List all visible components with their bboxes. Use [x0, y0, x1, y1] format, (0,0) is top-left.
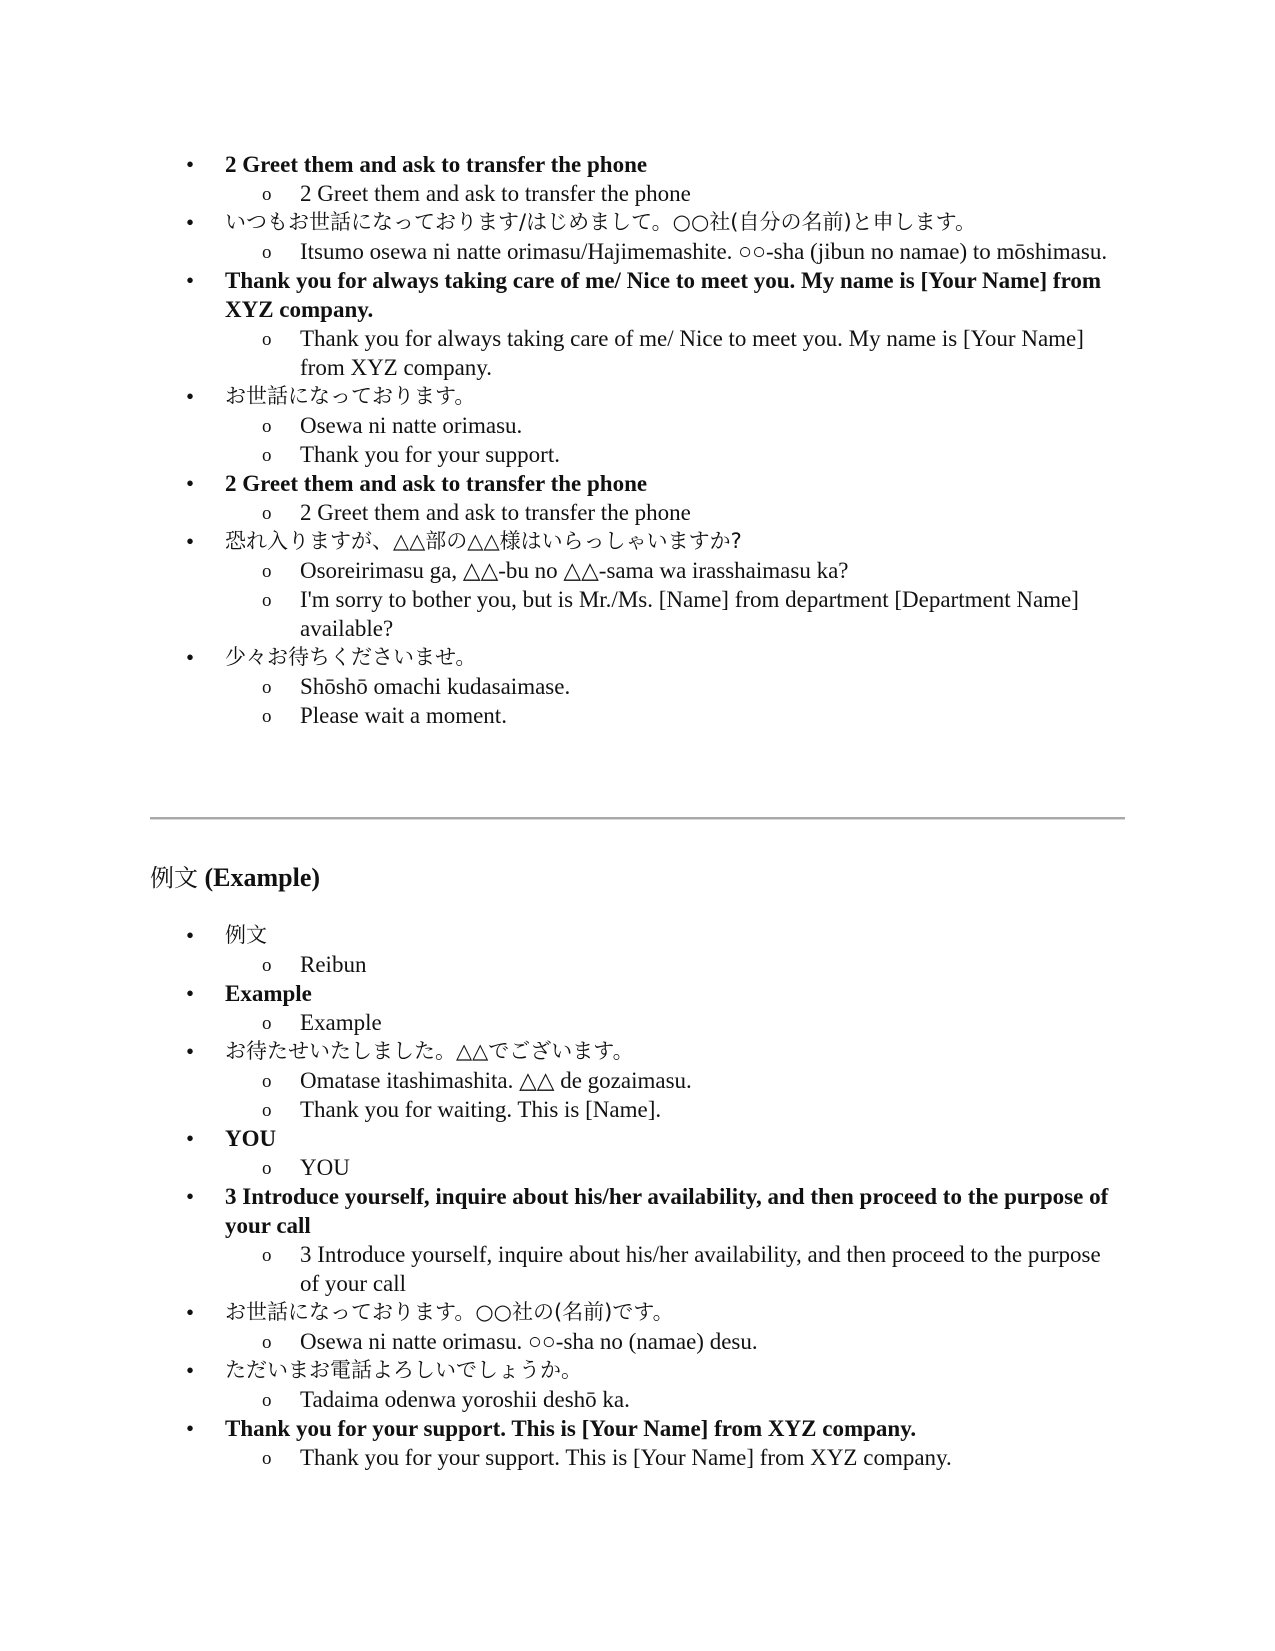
bullet-icon: •	[186, 471, 195, 496]
circle-bullet-icon: o	[262, 503, 272, 524]
circle-bullet-icon: o	[262, 1071, 272, 1092]
list-item-text: お待たせいたしました。△△でございます。	[225, 1039, 634, 1063]
list-item	[0, 643, 1275, 672]
list-item-text: いつもお世話になっております/はじめまして。○○社(自分の名前)と申します。	[225, 210, 977, 234]
bullet-icon: •	[186, 1358, 195, 1383]
list-item	[0, 208, 1275, 237]
sub-list-item	[0, 411, 1275, 440]
sub-list-item	[0, 585, 1275, 643]
list-item-text: 例文	[225, 923, 267, 947]
circle-bullet-icon: o	[262, 1245, 272, 1266]
sub-list-item	[0, 498, 1275, 527]
list-item-text: 2 Greet them and ask to transfer the phone	[225, 471, 648, 496]
sub-list-item	[0, 1327, 1275, 1356]
circle-bullet-icon: o	[262, 329, 272, 350]
list-item	[0, 1182, 1275, 1240]
circle-bullet-icon: o	[262, 955, 272, 976]
bullet-icon: •	[186, 268, 195, 293]
circle-bullet-icon: o	[262, 561, 272, 582]
list-item	[0, 1037, 1275, 1066]
sub-list-item	[0, 1153, 1275, 1182]
list-item-text: 2 Greet them and ask to transfer the phone	[225, 152, 648, 177]
sub-list-item-text: Reibun	[300, 952, 367, 977]
heading-japanese: 例文	[150, 864, 198, 892]
bullet-icon: •	[186, 981, 195, 1006]
list-item-text: Thank you for your support. This is [Your Name] from XYZ company.	[225, 1416, 917, 1441]
circle-bullet-icon: o	[262, 1390, 272, 1411]
sub-list-item	[0, 556, 1275, 585]
sub-list-item-text: 2 Greet them and ask to transfer the phone	[300, 500, 691, 525]
list-item-text: お世話になっております。	[225, 384, 476, 408]
phrase-list-example	[0, 921, 1275, 1472]
circle-bullet-icon: o	[262, 1332, 272, 1353]
sub-list-item-text: I'm sorry to bother you, but is Mr./Ms. [Name] from department [Department Name] available?	[300, 587, 1079, 641]
sub-list-item-text: Osoreirimasu ga, △△-bu no △△-sama wa irasshaimasu ka?	[300, 558, 849, 583]
list-item-text: 少々お待ちくださいませ。	[225, 645, 477, 669]
sub-list-item-text: Please wait a moment.	[300, 703, 507, 728]
list-item-text: お世話になっております。○○社の(名前)です。	[225, 1300, 674, 1324]
list-item	[0, 979, 1275, 1008]
sub-list-item	[0, 1066, 1275, 1095]
bullet-icon: •	[186, 1184, 195, 1209]
list-item	[0, 1356, 1275, 1385]
bullet-icon: •	[186, 152, 195, 177]
circle-bullet-icon: o	[262, 1158, 272, 1179]
circle-bullet-icon: o	[262, 184, 272, 205]
bullet-icon: •	[186, 384, 195, 409]
list-item-text: YOU	[225, 1126, 277, 1151]
bullet-icon: •	[186, 1300, 195, 1325]
circle-bullet-icon: o	[262, 242, 272, 263]
list-item-text: Thank you for always taking care of me/ Nice to meet you. My name is [Your Name] from XYZ company.	[225, 268, 1102, 322]
sub-list-item	[0, 1443, 1275, 1472]
sub-list-item-text: Thank you for your support.	[300, 442, 560, 467]
bullet-icon: •	[186, 210, 195, 235]
sub-list-item-text: YOU	[300, 1155, 350, 1180]
sub-list-item-text: Osewa ni natte orimasu. ○○-sha no (namae) desu.	[300, 1329, 758, 1354]
circle-bullet-icon: o	[262, 445, 272, 466]
list-item-text: 3 Introduce yourself, inquire about his/her availability, and then proceed to the purpose of your call	[225, 1184, 1109, 1238]
bullet-icon: •	[186, 1039, 195, 1064]
circle-bullet-icon: o	[262, 1448, 272, 1469]
sub-list-item-text: Thank you for your support. This is [Your Name] from XYZ company.	[300, 1445, 952, 1470]
circle-bullet-icon: o	[262, 677, 272, 698]
sub-list-item-text: Shōshō omachi kudasaimase.	[300, 674, 571, 699]
sub-list-item	[0, 672, 1275, 701]
sub-list-item	[0, 1008, 1275, 1037]
phrase-list-transfer	[0, 150, 1275, 730]
circle-bullet-icon: o	[262, 1013, 272, 1034]
sub-list-item	[0, 324, 1275, 382]
sub-list-item-text: 3 Introduce yourself, inquire about his/her availability, and then proceed to the purpose of your call	[300, 1242, 1101, 1296]
list-item-text: Example	[225, 981, 312, 1006]
list-item	[0, 1414, 1275, 1443]
sub-list-item-text: Example	[300, 1010, 382, 1035]
circle-bullet-icon: o	[262, 1100, 272, 1121]
sub-list-item-text: Itsumo osewa ni natte orimasu/Hajimemashite. ○○-sha (jibun no namae) to mōshimasu.	[300, 239, 1108, 264]
sub-list-item	[0, 950, 1275, 979]
bullet-icon: •	[186, 1416, 195, 1441]
list-item	[0, 382, 1275, 411]
sub-list-item	[0, 440, 1275, 469]
bullet-icon: •	[186, 645, 195, 670]
section-heading	[150, 858, 320, 893]
sub-list-item-text: Omatase itashimashita. △△ de gozaimasu.	[300, 1068, 692, 1093]
sub-list-item	[0, 179, 1275, 208]
sub-list-item-text: Thank you for always taking care of me/ Nice to meet you. My name is [Your Name] from XYZ company.	[300, 326, 1084, 380]
circle-bullet-icon: o	[262, 590, 272, 611]
circle-bullet-icon: o	[262, 706, 272, 727]
list-item-text: 恐れ入りますが、△△部の△△様はいらっしゃいますか?	[225, 529, 742, 553]
list-item	[0, 150, 1275, 179]
list-item	[0, 469, 1275, 498]
sub-list-item	[0, 1095, 1275, 1124]
list-item	[0, 266, 1275, 324]
sub-list-item-text: 2 Greet them and ask to transfer the phone	[300, 181, 691, 206]
sub-list-item	[0, 237, 1275, 266]
bullet-icon: •	[186, 1126, 195, 1151]
circle-bullet-icon: o	[262, 416, 272, 437]
bullet-icon: •	[186, 529, 195, 554]
sub-list-item	[0, 1385, 1275, 1414]
sub-list-item	[0, 701, 1275, 730]
sub-list-item-text: Osewa ni natte orimasu.	[300, 413, 523, 438]
sub-list-item-text: Thank you for waiting. This is [Name].	[300, 1097, 662, 1122]
list-item-text: ただいまお電話よろしいでしょうか。	[225, 1358, 582, 1382]
bullet-icon: •	[186, 923, 195, 948]
list-item	[0, 1124, 1275, 1153]
sub-list-item-text: Tadaima odenwa yoroshii deshō ka.	[300, 1387, 630, 1412]
heading-english: (Example)	[204, 863, 321, 892]
list-item	[0, 921, 1275, 950]
list-item	[0, 527, 1275, 556]
list-item	[0, 1298, 1275, 1327]
sub-list-item	[0, 1240, 1275, 1298]
horizontal-rule	[150, 817, 1125, 820]
